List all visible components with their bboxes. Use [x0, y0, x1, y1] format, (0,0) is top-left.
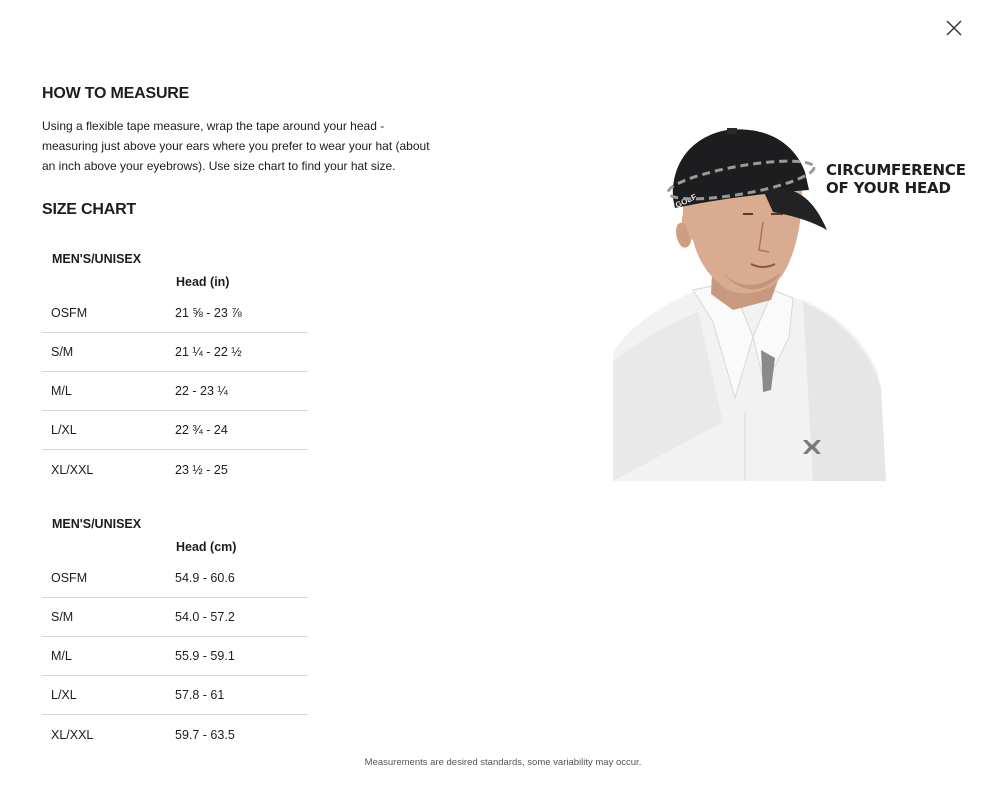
size-cell: XL/XXL	[51, 727, 94, 742]
measure-instructions: Using a flexible tape measure, wrap the tape around your head - measuring just above your ears where you prefer to wear your hat (about an inch above your eyebrows). Use size chart to find your hat size.	[42, 119, 430, 173]
size-cell: M/L	[51, 649, 72, 663]
measurement-cell: 55.9 - 59.1	[175, 649, 235, 663]
size-cell: L/XL	[51, 423, 77, 437]
table-row	[42, 450, 308, 489]
callout-line-1: CIRCUMFERENCE	[826, 161, 966, 179]
callout-line-2: OF YOUR HEAD	[826, 179, 951, 197]
close-icon	[946, 20, 962, 36]
measurement-disclaimer: Measurements are desired standards, some variability may occur.	[364, 757, 642, 768]
measurement-cell: 59.7 - 63.5	[175, 727, 235, 742]
measurement-cell: 57.8 - 61	[175, 688, 225, 702]
table-group-label: MEN'S/UNISEX	[52, 517, 142, 531]
table-row	[42, 372, 308, 411]
table-row	[42, 676, 308, 715]
size-cell: OSFM	[51, 571, 88, 585]
table-row	[42, 637, 308, 676]
size-cell: L/XL	[51, 688, 77, 702]
cap-brand-text: GOLF	[674, 192, 698, 210]
size-cell: M/L	[51, 384, 72, 398]
table-row	[42, 715, 308, 754]
size-chart-heading: SIZE CHART	[42, 201, 137, 218]
table-row	[42, 333, 308, 372]
measurement-cell: 23 ½ - 25	[175, 462, 228, 477]
size-cell: OSFM	[51, 306, 88, 320]
how-to-measure-heading: HOW TO MEASURE	[42, 85, 190, 102]
close-button[interactable]	[942, 16, 966, 40]
size-cell: S/M	[51, 345, 74, 359]
table-row	[42, 598, 308, 637]
table-row	[42, 559, 308, 598]
table-row	[42, 411, 308, 450]
measurement-cell: 22 ¾ - 24	[175, 423, 228, 437]
size-cell: S/M	[51, 610, 74, 624]
measurement-cell: 22 - 23 ¼	[175, 384, 228, 398]
table-row	[42, 294, 308, 333]
measurement-cell: 21 ¼ - 22 ½	[175, 345, 242, 359]
measurement-cell: 54.0 - 57.2	[175, 610, 235, 624]
table-column-header: Head (cm)	[176, 540, 237, 554]
size-cell: XL/XXL	[51, 462, 94, 477]
circumference-callout	[826, 161, 966, 197]
measurement-cell: 21 ⅝ - 23 ⅞	[175, 306, 242, 320]
table-group-label: MEN'S/UNISEX	[52, 252, 142, 266]
table-column-header: Head (in)	[176, 275, 230, 289]
measurement-cell: 54.9 - 60.6	[175, 571, 235, 585]
